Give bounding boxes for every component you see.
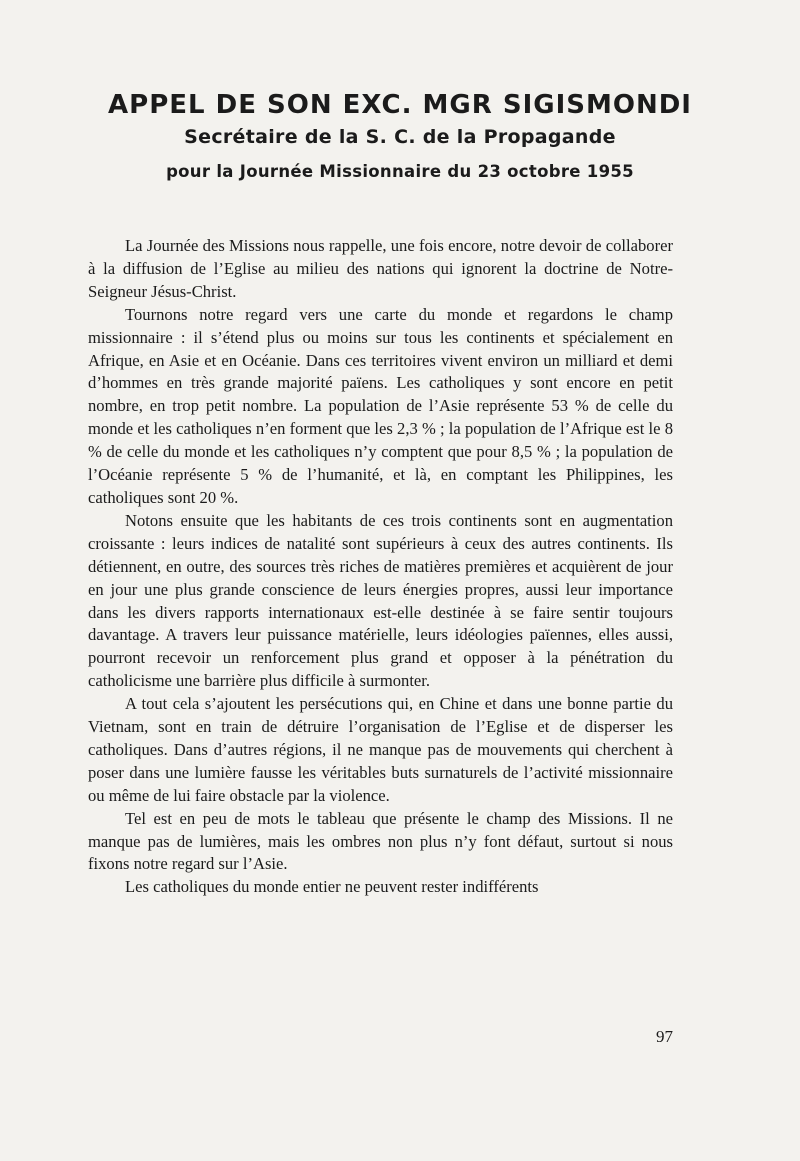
paragraph-2: Tournons notre regard vers une carte du monde et regardons le champ missionnaire : il s’étend plus ou moins sur tous les continents et spécialement en Afrique, en Asie et en Océanie. Dans ces territoires vivent environ un milliard et demi d’hommes en très grande majorité païens. Les catholiques y sont encore en petit nombre, en trop petit nombre. La population de l’Asie représente 53 % de celle du monde et les catholiques n’en forment que les 2,3 % ; la population de l’Afrique est le 8 % de celle du monde et les catholiques n’y comptent que pour 8,5 % ; la population de l’Océanie représente 5 % de l’humanité, et là, en comptant les Philippines, les catholiques sont 20 %.: [88, 304, 673, 507]
occasion-line: pour la Journée Missionnaire du 23 octobre 1955: [166, 162, 634, 181]
paragraph-4: A tout cela s’ajoutent les persécutions qui, en Chine et dans une bonne partie du Vietnam, sont en train de détruire l’organisation de l’Eglise et de disperser les catholiques. Dans d’autres régions, il ne manque pas de mouvements qui cherchent à poser dans une lumière fausse les véritables buts surnaturels de l’activité missionnaire ou même de lui faire obstacle par la violence.: [88, 694, 673, 805]
paragraph-5: Tel est en peu de mots le tableau que présente le champ des Missions. Il ne manque pas de lumières, mais les ombres non plus n’y font défaut, surtout si nous fixons notre regard sur l’Asie.: [88, 808, 673, 874]
article-body: [88, 235, 673, 899]
paragraph-3: Notons ensuite que les habitants de ces trois continents sont en augmentation croissante : leurs indices de natalité sont supérieurs à ceux des autres continents. Ils détiennent, en outre, des sources très riches de matières premières et acquièrent de jour en jour une plus grande conscience de leurs énergies propres, aussi leur importance dans les divers rapports internationaux est-elle destinée à se faire sentir toujours davantage. A travers leur puissance matérielle, leurs idéologies païennes, elles aussi, pourront recevoir un renforcement plus grand et opposer à la pénétration du catholicisme une barrière plus difficile à surmonter.: [88, 510, 673, 691]
paragraph-1: La Journée des Missions nous rappelle, une fois encore, notre devoir de collaborer à la diffusion de l’Eglise au milieu des nations qui ignorent la doctrine de Notre-Seigneur Jésus-Christ.: [88, 236, 673, 301]
page-number: 97: [656, 1027, 673, 1046]
page-title: APPEL DE SON EXC. MGR SIGISMONDI: [108, 90, 692, 120]
author-subtitle: Secrétaire de la S. C. de la Propagande: [184, 126, 616, 148]
paragraph-6: Les catholiques du monde entier ne peuvent rester indifférents: [125, 877, 539, 897]
